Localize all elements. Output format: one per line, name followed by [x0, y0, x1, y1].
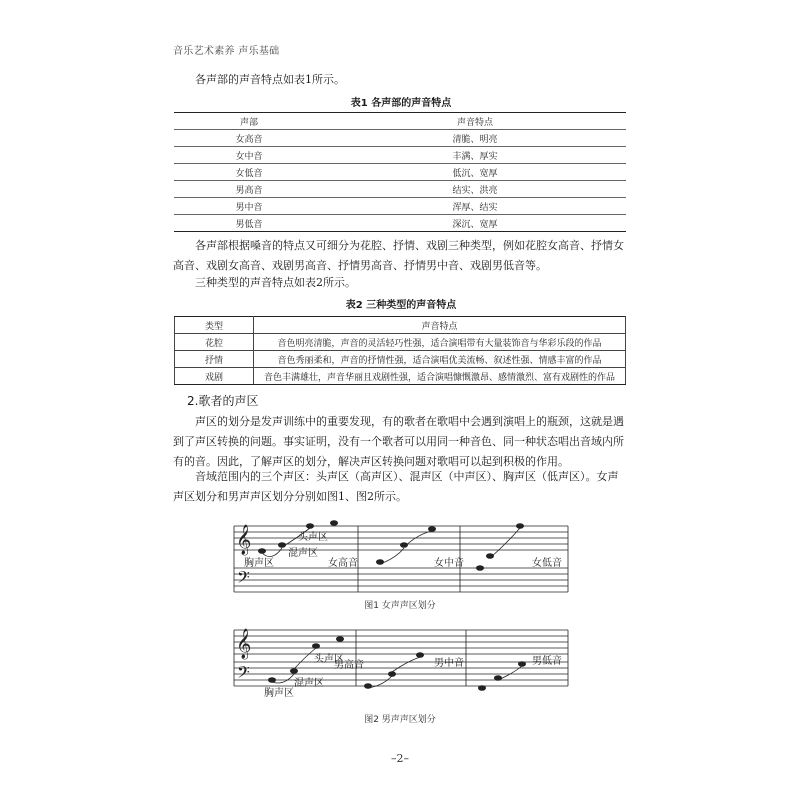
figure2-bass-label: 男低音 — [532, 656, 562, 667]
intro-paragraph: 各声部的声音特点如表1所示。 — [195, 73, 345, 86]
table-row — [174, 164, 626, 181]
cell: 浑厚、结实 — [324, 198, 626, 215]
types-paragraph: 各声部根据嗓音的特点又可细分为花腔、抒情、戏剧三种类型，例如花腔女高音、抒情女高音、戏剧女高音、戏剧男高音、抒情男高音、抒情男中音、戏剧男低音等。 — [173, 239, 624, 272]
cell: 音色秀丽柔和，声音的抒情性强，适合演唱优美流畅、叙述性强、情感丰富的作品 — [254, 351, 626, 368]
table-row — [175, 351, 626, 368]
figure2-mixed-label: 混声区 — [294, 678, 324, 689]
figure1-soprano-label: 女高音 — [328, 558, 358, 569]
figure2-chest-label: 胸声区 — [264, 688, 294, 698]
cell: 女中音 — [174, 147, 324, 164]
cell: 男高音 — [174, 181, 324, 198]
figure1-mezzo-label: 女中音 — [434, 558, 464, 569]
table-row — [175, 368, 626, 385]
table2-intro: 三种类型的声音特点如表2所示。 — [195, 276, 356, 289]
cell: 深沉、宽厚 — [324, 215, 626, 232]
column-header: 类型 — [175, 317, 254, 334]
table1 — [174, 112, 626, 232]
table1-caption: 表1 各声部的声音特点 — [350, 98, 452, 109]
figure2-staff — [228, 624, 573, 698]
bass-clef-icon: 𝄢 — [237, 567, 250, 591]
section-paragraph-2: 音域范围内的三个声区：头声区（高声区）、混声区（中声区）、胸声区（低声区）。女声声区划分和男声声区划分分别如图1、图2所示。 — [173, 470, 619, 503]
figure1-staff — [228, 514, 573, 594]
figure2-caption: 图2 男声声区划分 — [364, 715, 436, 725]
column-header: 声音特点 — [324, 113, 626, 130]
table2-caption: 表2 三种类型的声音特点 — [345, 300, 457, 311]
figure2-baritone-label: 男中音 — [434, 658, 464, 669]
cell: 男低音 — [174, 215, 324, 232]
table-row — [174, 181, 626, 198]
table-row — [175, 334, 626, 351]
table-row — [174, 130, 626, 147]
cell: 抒情 — [175, 351, 254, 368]
table2 — [174, 316, 626, 385]
table-row — [174, 198, 626, 215]
figure2-head-label: 头声区 — [314, 654, 344, 665]
cell: 丰满、厚实 — [324, 147, 626, 164]
table-row — [174, 215, 626, 232]
cell: 女低音 — [174, 164, 324, 181]
cell: 清脆、明亮 — [324, 130, 626, 147]
page-number: –2– — [391, 752, 409, 765]
treble-clef-icon: 𝄞 — [236, 629, 252, 659]
table-row — [174, 147, 626, 164]
section-heading: 2.歌者的声区 — [187, 394, 259, 408]
figure1-mixed-label: 混声区 — [288, 548, 318, 559]
cell: 低沉、宽厚 — [324, 164, 626, 181]
cell: 男中音 — [174, 198, 324, 215]
column-header: 声音特点 — [254, 317, 626, 334]
cell: 音色明亮清脆，声音的灵活轻巧性强，适合演唱带有大量装饰音与华彩乐段的作品 — [254, 334, 626, 351]
figure2-tenor-label: 男高音 — [334, 660, 364, 671]
table-header-row — [174, 113, 626, 130]
figure1-head-label: 头声区 — [298, 532, 328, 543]
cell: 女高音 — [174, 130, 324, 147]
cell: 结实、洪亮 — [324, 181, 626, 198]
cell: 花腔 — [175, 334, 254, 351]
treble-clef-icon: 𝄞 — [236, 525, 252, 555]
figure1-alto-label: 女低音 — [532, 558, 562, 569]
figure1-chest-label: 胸声区 — [244, 558, 274, 569]
cell: 戏剧 — [175, 368, 254, 385]
running-header: 音乐艺术素养 声乐基础 — [173, 46, 280, 57]
section-paragraph-1: 声区的划分是发声训练中的重要发现，有的歌者在歌唱中会遇到演唱上的瓶颈，这就是遇到了声区转换的问题。事实证明，没有一个歌者可以用同一种音色、同一种状态唱出音域内所有的音。因此，了解声区的划分，解决声区转换问题对歌唱可以起到积极的作用。 — [173, 415, 624, 468]
bass-clef-icon: 𝄢 — [237, 662, 250, 686]
cell: 音色丰满雄壮，声音华丽且戏剧性强，适合演唱慷慨激昂、感情激烈、富有戏剧性的作品 — [254, 368, 626, 385]
column-header: 声部 — [174, 113, 324, 130]
table-header-row — [175, 317, 626, 334]
figure1-caption: 图1 女声声区划分 — [364, 601, 436, 611]
